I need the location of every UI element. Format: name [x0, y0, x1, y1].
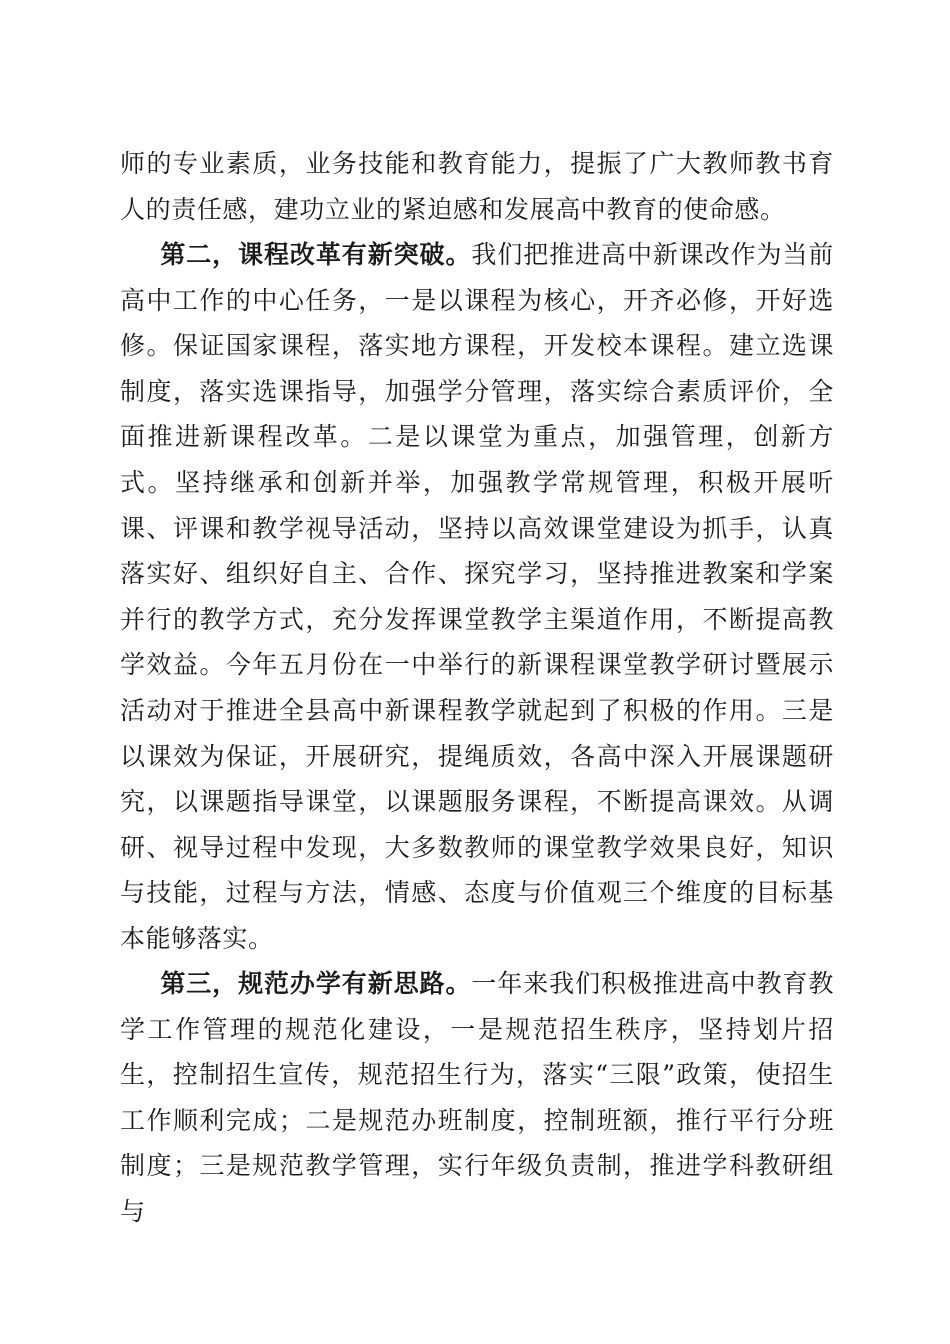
paragraph-2 — [120, 232, 834, 962]
paragraph-1-text: 师的专业素质，业务技能和教育能力，提振了广大教师教书育人的责任感，建功立业的紧迫感和发展高中教育的使命感。 — [120, 149, 834, 224]
paragraph-2-heading: 第二，课程改革有新突破。 — [160, 240, 472, 269]
paragraph-3-heading: 第三，规范办学有新思路。 — [160, 969, 472, 998]
paragraph-1 — [120, 141, 834, 232]
paragraph-2-text: 我们把推进高中新课改作为当前高中工作的中心任务，一是以课程为核心，开齐必修，开好选修。保证国家课程，落实地方课程，开发校本课程。建立选课制度，落实选课指导，加强学分管理，落实综合素质评价，全面推进新课程改革。二是以课堂为重点，加强管理，创新方式。坚持继承和创新并举，加强教学常规管理，积极开展听课、评课和教学视导活动，坚持以高效课堂建设为抓手，认真落实好、组织好自主、合作、探究学习，坚持推进教案和学案并行的教学方式，充分发挥课堂教学主渠道作用，不断提高教学效益。今年五月份在一中举行的新课程课堂教学研讨暨展示活动对于推进全县高中新课程教学就起到了积极的作用。三是以课效为保证，开展研究，提绳质效，各高中深入开展课题研究，以课题指导课堂，以课题服务课程，不断提高课效。从调研、视导过程中发现，大多数教师的课堂教学效果良好，知识与技能，过程与方法，情感、态度与价值观三个维度的目标基本能够落实。 — [120, 240, 835, 953]
paragraph-3-text: 一年来我们积极推进高中教育教学工作管理的规范化建设，一是规范招生秩序，坚持划片招生，控制招生宣传，规范招生行为，落实“三限”政策，使招生工作顺利完成；二是规范办班制度，控制班额，推行平行分班制度；三是规范教学管理，实行年级负责制，推进学科教研组与 — [120, 969, 835, 1226]
paragraph-3 — [120, 961, 834, 1235]
